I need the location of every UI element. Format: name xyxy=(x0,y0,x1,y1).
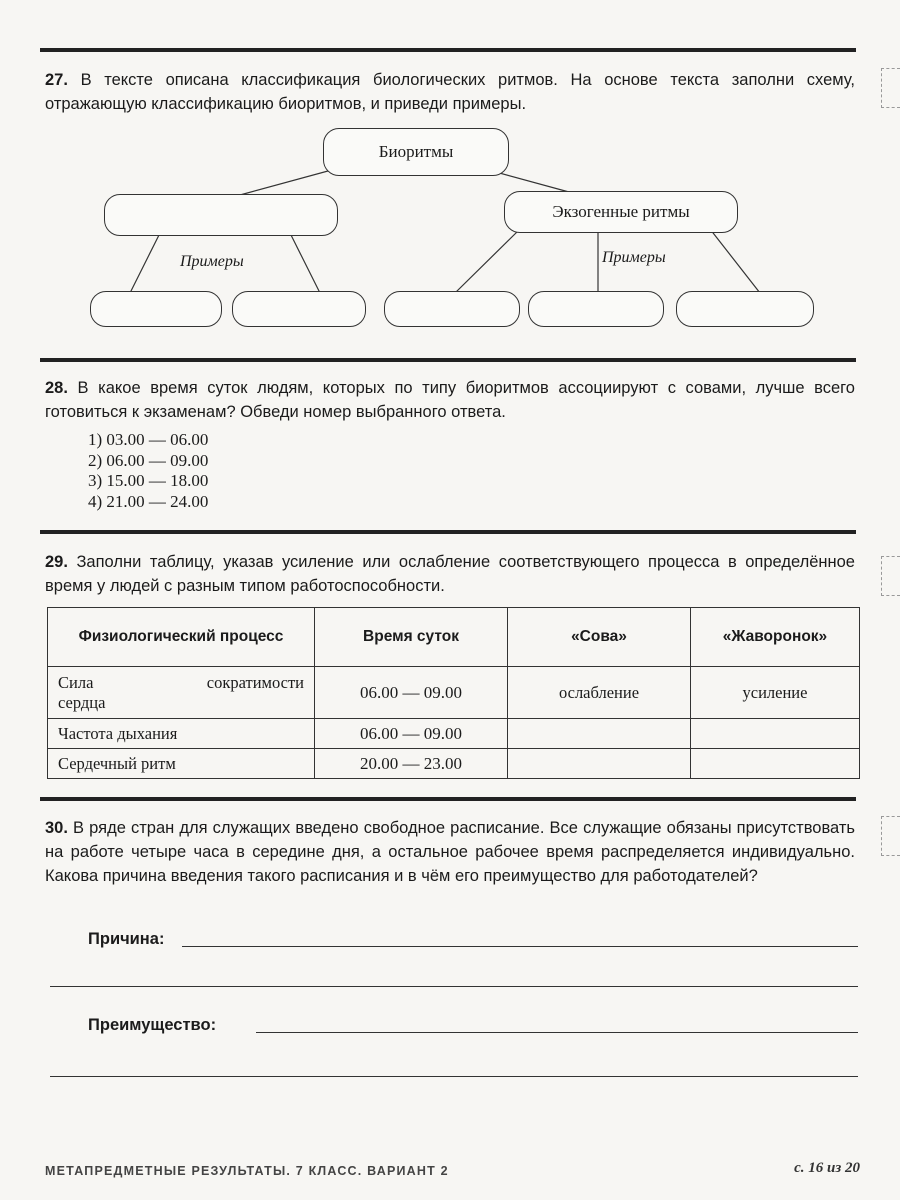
reason-answer-line-1[interactable] xyxy=(182,946,858,947)
cell-time: 20.00 — 23.00 xyxy=(315,749,508,779)
advantage-answer-line-2[interactable] xyxy=(50,1076,858,1077)
cell-owl-blank[interactable] xyxy=(508,749,691,779)
answer-option-4[interactable]: 4) 21.00 — 24.00 xyxy=(88,491,209,511)
examples-label-left: Примеры xyxy=(180,253,244,270)
cell-lark: усиление xyxy=(691,667,860,719)
example-leaf-3[interactable] xyxy=(384,291,520,327)
examples-label-right: Примеры xyxy=(602,249,666,266)
table-row xyxy=(48,719,860,749)
question-text: В ряде стран для служащих введено свободное расписание. Все служащие обязаны присутствовать на работе четыре часа в середине дня, а остальное рабочее время распределяется индивидуально. Какова причина введения такого расписания и в чём его преимущество для работодателей? xyxy=(45,819,855,885)
section-divider xyxy=(40,797,856,801)
cell-lark-blank[interactable] xyxy=(691,719,860,749)
footer-title: МЕТАПРЕДМЕТНЫЕ РЕЗУЛЬТАТЫ. 7 КЛАСС. ВАРИАНТ 2 xyxy=(45,1164,449,1178)
advantage-answer-line-1[interactable] xyxy=(256,1032,858,1033)
question-text: В тексте описана классификация биологических ритмов. На основе текста заполни схему, отражающую классификацию биоритмов, и приведи примеры. xyxy=(45,71,855,113)
question-text: Заполни таблицу, указав усиление или ослабление соответствующего процесса в определённое время у людей с разным типом работоспособности. xyxy=(45,553,855,595)
question-number: 30. xyxy=(45,819,68,837)
cell-time: 06.00 — 09.00 xyxy=(315,719,508,749)
cell-owl-blank[interactable] xyxy=(508,719,691,749)
example-leaf-1[interactable] xyxy=(90,291,222,327)
cell-process: Частота дыхания xyxy=(48,719,315,749)
advantage-label: Преимущество: xyxy=(88,1016,217,1034)
root-node-label: Биоритмы xyxy=(378,142,454,161)
page-number: с. 16 из 20 xyxy=(794,1160,860,1176)
example-leaf-5[interactable] xyxy=(676,291,814,327)
question-30 xyxy=(45,816,855,888)
header-process: Физиологический процесс xyxy=(48,608,315,667)
question-29 xyxy=(45,550,855,598)
exogenous-node-label: Экзогенные ритмы xyxy=(552,202,690,221)
reason-label: Причина: xyxy=(88,930,165,948)
endogenous-node-blank[interactable] xyxy=(104,194,338,236)
header-time: Время суток xyxy=(315,608,508,667)
answer-option-2[interactable]: 2) 06.00 — 09.00 xyxy=(88,450,209,470)
question-text: В какое время суток людям, которых по типу биоритмов ассоциируют с совами, лучше всего готовиться к экзаменам? Обведи номер выбранного ответа. xyxy=(45,379,855,421)
table-row xyxy=(48,667,860,719)
answer-option-3[interactable]: 3) 15.00 — 18.00 xyxy=(88,471,209,490)
reason-answer-line-2[interactable] xyxy=(50,986,858,987)
cell-process: Сердечный ритм xyxy=(48,749,315,779)
answer-options xyxy=(88,430,208,512)
exogenous-node xyxy=(504,191,738,233)
cell-lark-blank[interactable] xyxy=(691,749,860,779)
question-27 xyxy=(45,68,855,116)
answer-option-1[interactable]: 1) 03.00 — 06.00 xyxy=(88,430,209,449)
section-divider xyxy=(40,48,856,52)
example-leaf-4[interactable] xyxy=(528,291,664,327)
table-header-row xyxy=(48,608,860,667)
section-divider xyxy=(40,358,856,362)
example-leaf-2[interactable] xyxy=(232,291,366,327)
section-divider xyxy=(40,530,856,534)
cell-time: 06.00 — 09.00 xyxy=(315,667,508,719)
margin-answer-box xyxy=(881,816,900,856)
question-number: 27. xyxy=(45,71,68,89)
question-28 xyxy=(45,376,855,424)
question-number: 28. xyxy=(45,379,68,397)
process-table xyxy=(47,607,860,779)
root-node xyxy=(323,128,509,176)
margin-answer-box xyxy=(881,68,900,108)
question-number: 29. xyxy=(45,553,68,571)
table-row xyxy=(48,749,860,779)
cell-process: Сила сократимости сердца xyxy=(48,667,315,719)
margin-answer-box xyxy=(881,556,900,596)
cell-owl: ослабление xyxy=(508,667,691,719)
header-owl: «Сова» xyxy=(508,608,691,667)
header-lark: «Жаворонок» xyxy=(691,608,860,667)
